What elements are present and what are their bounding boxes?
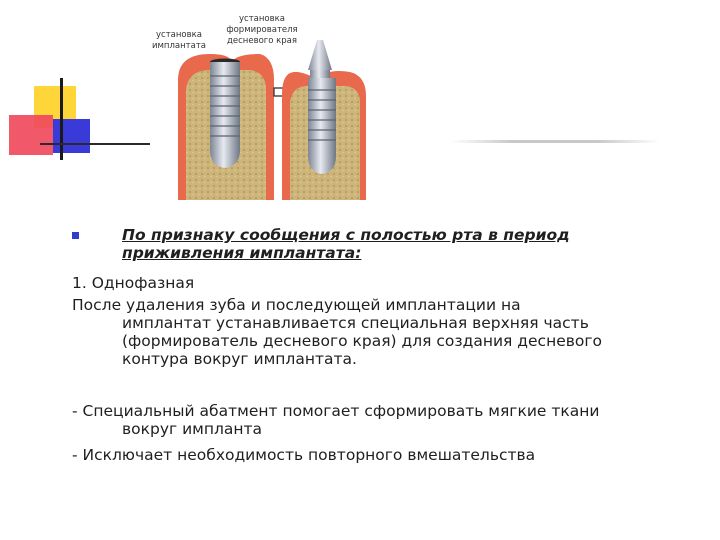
item-one-phase: 1. Однофазная xyxy=(72,274,195,292)
decor-vertical-line xyxy=(60,78,63,160)
paragraph-line: После удаления зуба и последующей имплантации на xyxy=(72,296,521,314)
dash-item-continuation: вокруг импланта xyxy=(122,420,263,438)
paragraph-description xyxy=(72,296,672,368)
left-jaw-section xyxy=(178,54,274,200)
dash-item-no-reintervention: - Исключает необходимость повторного вмешательства xyxy=(72,446,536,464)
implant-illustration xyxy=(170,40,370,210)
caption-healing-cap-placement: установка формирователя десневого края xyxy=(226,14,298,46)
paragraph-continuation: имплантат устанавливается специальная верхняя часть (формирователь десневого края) для создания десневого контура вокруг имплантата. xyxy=(122,314,602,368)
section-heading: По признаку сообщения с полостью рта в период приживления имплантата: xyxy=(122,226,570,262)
decor-gradient-line xyxy=(450,140,660,143)
caption-implant-placement: установка имплантата xyxy=(151,30,206,51)
dash-item-abutment xyxy=(72,402,692,438)
decor-blue-square xyxy=(53,119,90,153)
right-jaw-section xyxy=(282,40,366,200)
dash-item-line: - Специальный абатмент помогает сформировать мягкие ткани xyxy=(72,402,600,420)
bullet-icon xyxy=(72,232,79,239)
decor-red-square xyxy=(9,115,53,155)
decor-horizontal-line xyxy=(40,143,150,145)
